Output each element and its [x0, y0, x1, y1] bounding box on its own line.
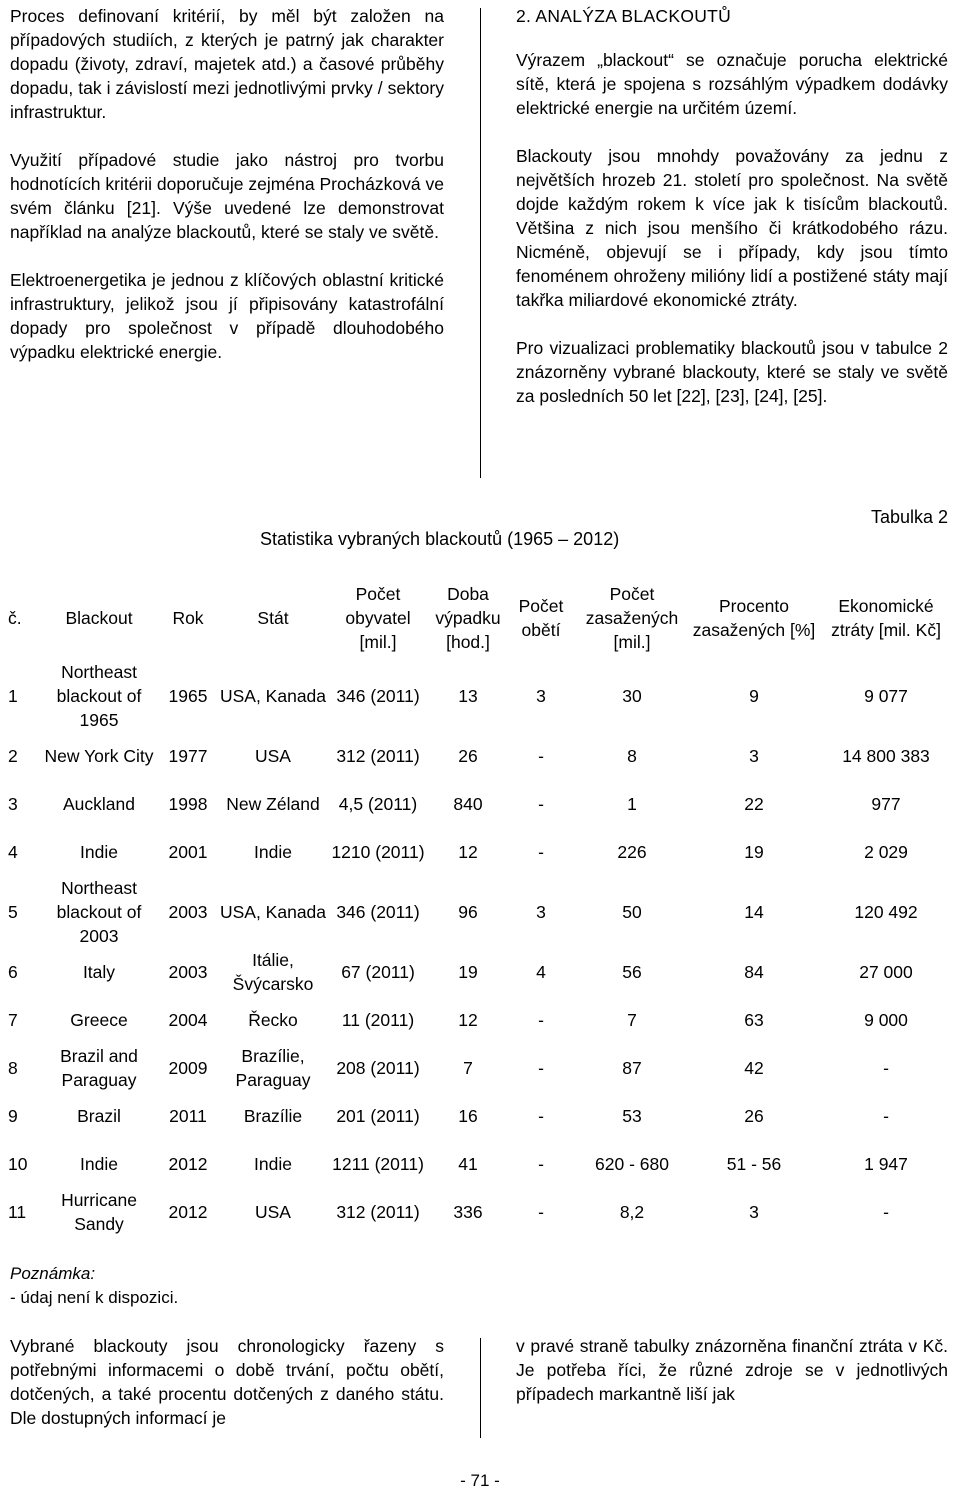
cell-year: 1965 — [168, 686, 208, 706]
paragraph: Pro vizualizaci problematiky blackoutů jsou v tabulce 2 znázorněny vybrané blackouty, které se staly ve světě za posledních 50 let [22], [23], [24], [25]. — [516, 338, 948, 406]
table-row — [4, 1188, 956, 1236]
cell-country: USA, Kanada — [219, 686, 327, 706]
cell-affected: 53 — [622, 1106, 642, 1126]
cell-duration: 16 — [458, 1106, 478, 1126]
cell-population: 312 (2011) — [336, 1202, 420, 1222]
cell-duration: 7 — [463, 1058, 473, 1078]
cell-no: 11 — [8, 1202, 27, 1222]
paragraph: Elektroenergetika je jednou z klíčových oblastní kritické infrastruktury, jelikož jsou jí připisovány katastrofální dopady pro společnost v případě dlouhodobého výpadku elektrické energie. — [10, 270, 444, 362]
cell-population: 346 (2011) — [336, 686, 420, 706]
paragraph: v pravé straně tabulky znázorněna finanční ztráta v Kč. Je potřeba říci, že různé zdroje se v jednotlivých případech markantně liší jak — [516, 1336, 948, 1404]
cell-no: 4 — [8, 842, 18, 862]
cell-duration: 12 — [458, 1010, 478, 1030]
cell-year: 2011 — [169, 1106, 207, 1126]
table-row — [4, 1092, 956, 1140]
cell-population: 11 (2011) — [341, 1010, 415, 1030]
paragraph: Využití případové studie jako nástroj pro tvorbu hodnotících kritérii doporučuje zejména Procházková ve svém článku [21]. Výše uvedené lze demonstrovat například na analýze blackoutů, které se staly ve světě. — [10, 150, 444, 242]
cell-no: 9 — [8, 1106, 18, 1126]
cell-blackout: Hurricane Sandy — [61, 1190, 137, 1234]
cell-losses: 14 800 383 — [842, 746, 930, 766]
cell-country: USA, Kanada — [219, 902, 327, 922]
cell-victims: - — [538, 746, 544, 766]
cell-population: 201 (2011) — [336, 1106, 420, 1126]
cell-blackout: Brazil — [77, 1106, 121, 1126]
cell-victims: 3 — [536, 902, 546, 922]
cell-victims: 4 — [536, 962, 546, 982]
cell-year: 1998 — [168, 794, 208, 814]
header-losses: Ekonomické ztráty [mil. Kč] — [831, 596, 941, 640]
cell-losses: 120 492 — [854, 902, 918, 922]
cell-population: 1211 (2011) — [332, 1154, 424, 1174]
cell-losses: - — [883, 1106, 889, 1126]
cell-blackout: Greece — [70, 1010, 128, 1030]
cell-duration: 840 — [453, 794, 483, 814]
cell-duration: 41 — [458, 1154, 478, 1174]
cell-losses: 9 000 — [864, 1010, 908, 1030]
cell-country: Indie — [254, 842, 292, 862]
cell-duration: 12 — [458, 842, 478, 862]
header-blackout: Blackout — [65, 608, 133, 628]
table-row — [4, 732, 956, 780]
cell-percent: 19 — [744, 842, 764, 862]
column-divider — [480, 1338, 481, 1438]
paragraph: Blackouty jsou mnohdy považovány za jednu z největších hrozeb 21. století pro společnost. Na světě dojde každým rokem k více jak k tisícům blackoutů. Většina z nich jsou menšího či krátkodobého rázu. Nicméně, objevují se i případy, kdy jsou tímto fenoménem ohroženy milióny lidí a postižené státy mají takřka miliardové ekonomické ztráty. — [516, 146, 948, 310]
cell-year: 2003 — [168, 902, 208, 922]
cell-population: 67 (2011) — [341, 962, 415, 982]
note-heading: Poznámka: — [10, 1264, 96, 1283]
header-year: Rok — [172, 608, 204, 628]
cell-percent: 14 — [744, 902, 764, 922]
right-column — [516, 4, 948, 432]
note-text: - údaj není k dispozici. — [10, 1288, 179, 1307]
cell-percent: 22 — [744, 794, 764, 814]
cell-population: 346 (2011) — [336, 902, 420, 922]
cell-percent: 63 — [744, 1010, 764, 1030]
header-duration: Doba výpadku [hod.] — [435, 584, 501, 652]
cell-no: 3 — [8, 794, 18, 814]
cell-affected: 8 — [627, 746, 637, 766]
cell-victims: - — [538, 1154, 544, 1174]
page-number: - 71 - — [460, 1471, 500, 1490]
paragraph: Vybrané blackouty jsou chronologicky řazeny s potřebnými informacemi o době trvání, počtu obětí, dotčených, a také procentu dotčených z daného státu. Dle dostupných informací je — [10, 1336, 444, 1428]
cell-percent: 3 — [749, 1202, 759, 1222]
cell-losses: - — [883, 1202, 889, 1222]
cell-blackout: New York City — [44, 746, 154, 766]
cell-no: 1 — [8, 686, 18, 706]
cell-duration: 336 — [453, 1202, 483, 1222]
cell-percent: 3 — [749, 746, 759, 766]
cell-blackout: Northeast blackout of 2003 — [56, 878, 142, 946]
cell-duration: 19 — [458, 962, 478, 982]
cell-country: Řecko — [248, 1010, 298, 1030]
cell-country: New Zéland — [226, 794, 320, 814]
cell-affected: 1 — [627, 794, 637, 814]
table-row — [4, 660, 956, 732]
cell-losses: 977 — [871, 794, 901, 814]
cell-percent: 51 - 56 — [726, 1154, 782, 1174]
header-no: č. — [8, 608, 22, 628]
cell-country: Brazílie, Paraguay — [235, 1046, 311, 1090]
cell-affected: 7 — [627, 1010, 637, 1030]
cell-blackout: Italy — [82, 962, 116, 982]
table-row — [4, 780, 956, 828]
cell-year: 2004 — [168, 1010, 208, 1030]
cell-blackout: Northeast blackout of 1965 — [56, 662, 142, 730]
header-population: Počet obyvatel [mil.] — [345, 584, 411, 652]
cell-duration: 96 — [458, 902, 478, 922]
left-column — [10, 4, 444, 388]
cell-victims: 3 — [536, 686, 546, 706]
table-number: Tabulka 2 — [870, 507, 948, 527]
table-row — [4, 1140, 956, 1188]
table-title: Statistika vybraných blackoutů (1965 – 2012) — [260, 529, 620, 549]
cell-population: 4,5 (2011) — [338, 794, 418, 814]
cell-victims: - — [538, 1106, 544, 1126]
cell-country: Brazílie — [243, 1106, 303, 1126]
cell-percent: 9 — [749, 686, 759, 706]
cell-country: USA — [255, 1202, 291, 1222]
cell-victims: - — [538, 1202, 544, 1222]
section-heading: 2. ANALÝZA BLACKOUTŮ — [516, 6, 732, 26]
header-percent: Procento zasažených [%] — [692, 596, 816, 640]
cell-duration: 26 — [458, 746, 478, 766]
cell-percent: 42 — [744, 1058, 764, 1078]
cell-losses: 9 077 — [864, 686, 908, 706]
cell-population: 312 (2011) — [336, 746, 420, 766]
cell-year: 2012 — [168, 1202, 208, 1222]
cell-losses: 27 000 — [859, 962, 913, 982]
paragraph: Proces definovaní kritérií, by měl být založen na případových studiích, z kterých je patrný jak charakter dopadu (životy, zdraví, majetek atd.) a časové průběhy dopadu, tak i závislostí mezi jednotlivými prvky / sektory infrastruktur. — [10, 6, 444, 122]
column-divider — [480, 8, 481, 478]
table-row — [4, 828, 956, 876]
cell-year: 2009 — [168, 1058, 208, 1078]
cell-no: 7 — [8, 1010, 18, 1030]
cell-percent: 84 — [744, 962, 764, 982]
cell-blackout: Brazil and Paraguay — [60, 1046, 138, 1090]
cell-affected: 226 — [617, 842, 647, 862]
table-row — [4, 996, 956, 1044]
header-affected: Počet zasažených [mil.] — [585, 584, 679, 652]
cell-blackout: Indie — [80, 1154, 118, 1174]
cell-population: 1210 (2011) — [331, 842, 425, 862]
bottom-left-column — [10, 1334, 444, 1430]
header-country: Stát — [257, 608, 289, 628]
cell-affected: 87 — [622, 1058, 642, 1078]
cell-affected: 620 - 680 — [595, 1154, 669, 1174]
cell-victims: - — [538, 1058, 544, 1078]
cell-no: 10 — [8, 1154, 28, 1174]
table-row — [4, 1044, 956, 1092]
cell-year: 2012 — [168, 1154, 208, 1174]
cell-blackout: Auckland — [63, 794, 135, 814]
cell-year: 2001 — [168, 842, 208, 862]
cell-victims: - — [538, 794, 544, 814]
cell-affected: 30 — [622, 686, 642, 706]
table-header-row — [4, 576, 956, 660]
cell-affected: 50 — [622, 902, 642, 922]
bottom-right-column — [516, 1334, 948, 1406]
cell-population: 208 (2011) — [336, 1058, 420, 1078]
cell-year: 2003 — [168, 962, 208, 982]
table-note — [10, 1262, 178, 1310]
cell-country: Indie — [254, 1154, 292, 1174]
cell-no: 6 — [8, 962, 18, 982]
header-victims: Počet obětí — [518, 596, 564, 640]
cell-percent: 26 — [744, 1106, 764, 1126]
cell-no: 5 — [8, 902, 18, 922]
cell-victims: - — [538, 1010, 544, 1030]
cell-victims: - — [538, 842, 544, 862]
table-row — [4, 948, 956, 996]
blackout-table — [4, 576, 956, 1236]
cell-no: 2 — [8, 746, 18, 766]
cell-blackout: Indie — [80, 842, 118, 862]
cell-affected: 56 — [622, 962, 642, 982]
cell-losses: 1 947 — [864, 1154, 908, 1174]
cell-duration: 13 — [458, 686, 478, 706]
cell-country: Itálie, Švýcarsko — [232, 950, 314, 994]
cell-country: USA — [255, 746, 291, 766]
cell-losses: 2 029 — [864, 842, 908, 862]
cell-losses: - — [883, 1058, 889, 1078]
table-row — [4, 876, 956, 948]
cell-year: 1977 — [168, 746, 208, 766]
paragraph: Výrazem „blackout“ se označuje porucha elektrické sítě, která je spojena s rozsáhlým výpadkem dodávky elektrické energie na určitém území. — [516, 50, 948, 118]
cell-affected: 8,2 — [619, 1202, 645, 1222]
cell-no: 8 — [8, 1058, 18, 1078]
